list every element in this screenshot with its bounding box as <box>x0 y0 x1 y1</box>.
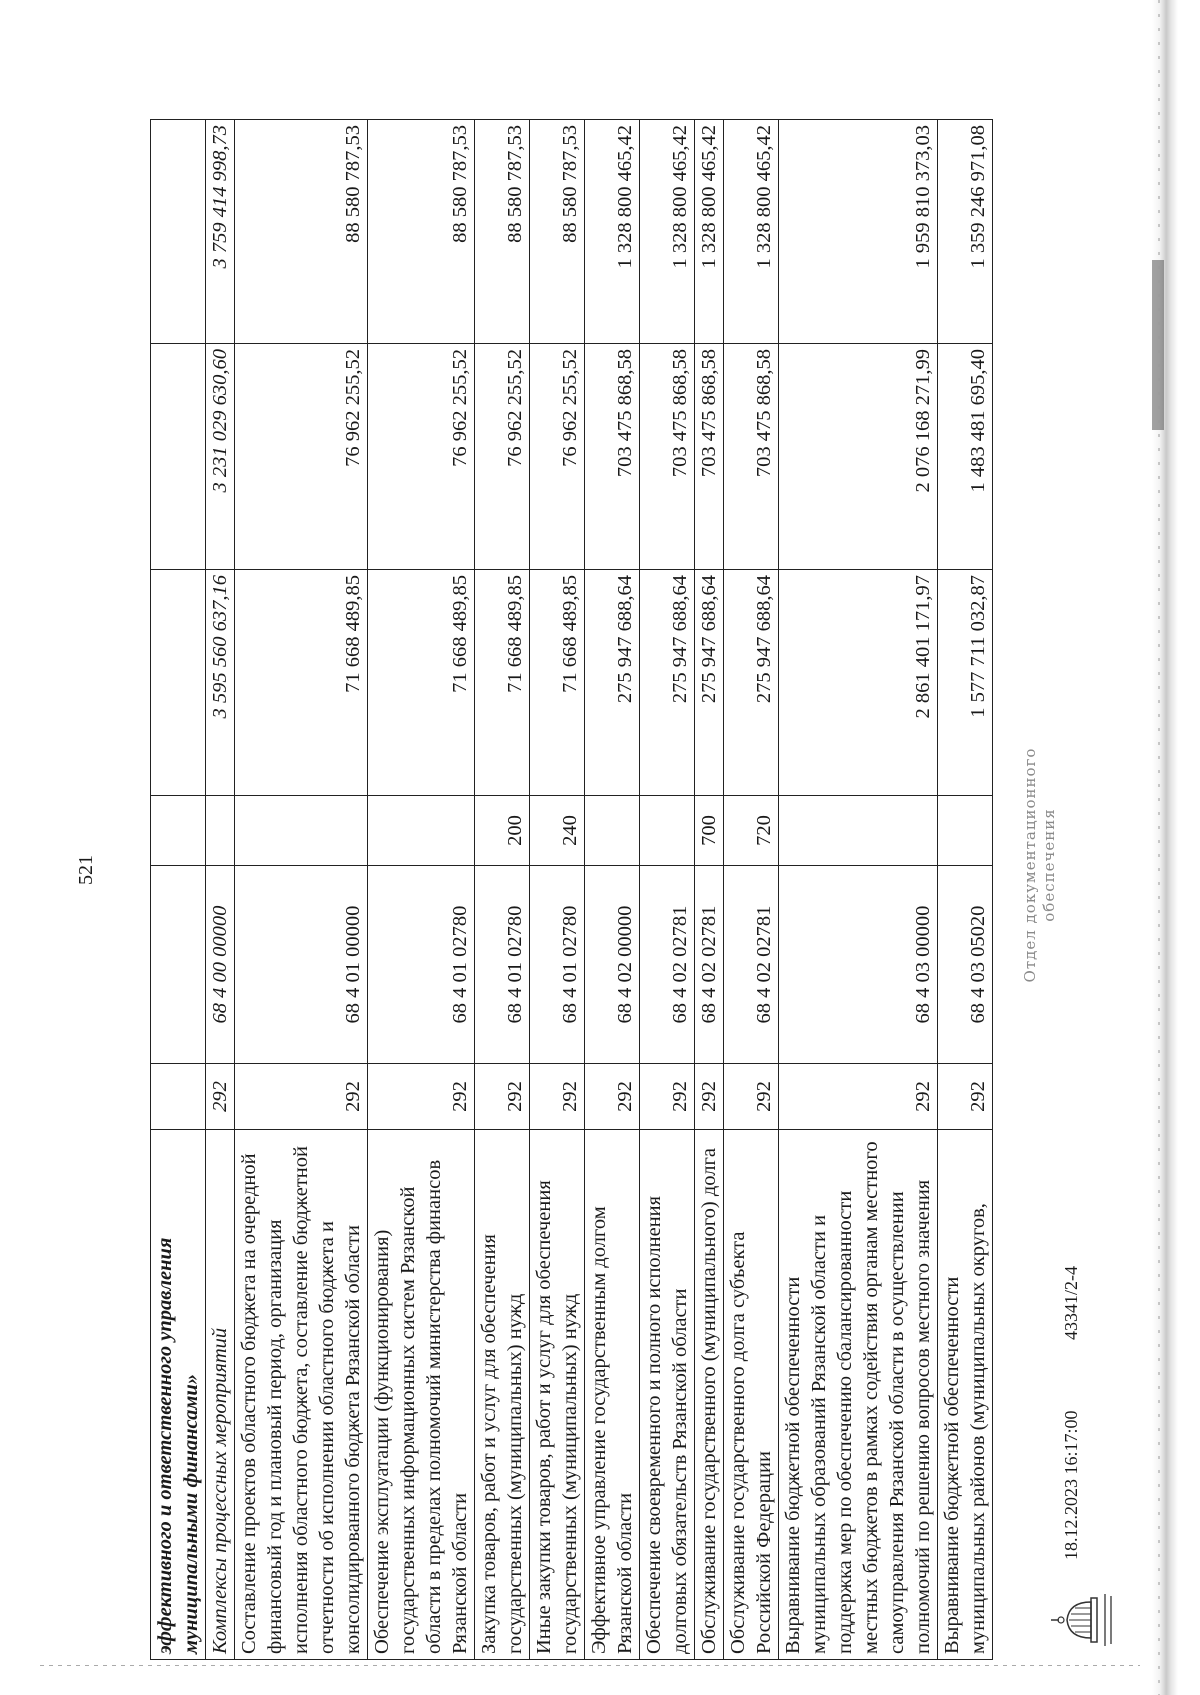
amount-2026 <box>151 120 206 344</box>
target-article: 68 4 03 05020 <box>938 866 993 1064</box>
row-name: Выравнивание бюджетной обеспеченности муниципальных образований Рязанской области и поддержка мер по обеспечению сбалансированности местных бюджетов в рамках содействия органам местного самоуправления Рязанской области в осуществлении полномочий по решению вопросов местного значения <box>779 1130 938 1660</box>
table-row <box>235 120 368 1660</box>
row-name: Обеспечение эксплуатации (функционирования) государственных информационных систем Рязанской области в пределах полномочий министерства финансов Рязанской области <box>368 1130 475 1660</box>
expense-type <box>938 796 993 866</box>
target-article: 68 4 01 00000 <box>235 866 368 1064</box>
target-article: 68 4 03 00000 <box>779 866 938 1064</box>
scan-dotted-line <box>1158 0 1160 1695</box>
table-row <box>695 120 724 1660</box>
table-row <box>724 120 779 1660</box>
amount-2026: 1 359 246 971,08 <box>938 120 993 344</box>
ministry-code <box>151 1064 206 1130</box>
amount-2025: 2 076 168 271,99 <box>779 344 938 570</box>
amount-2026: 1 959 810 373,03 <box>779 120 938 344</box>
row-name: Обеспечение своевременного и полного исполнения долговых обязательств Рязанской области <box>640 1130 695 1660</box>
amount-2024: 3 595 560 637,16 <box>206 570 235 796</box>
amount-2025: 76 962 255,52 <box>530 344 585 570</box>
ministry-code: 292 <box>724 1064 779 1130</box>
amount-2026: 88 580 787,53 <box>235 120 368 344</box>
target-article: 68 4 02 02781 <box>724 866 779 1064</box>
page-number: 521 <box>75 855 97 885</box>
amount-2025: 1 483 481 695,40 <box>938 344 993 570</box>
target-article: 68 4 01 02780 <box>368 866 475 1064</box>
table-row <box>368 120 475 1660</box>
ministry-code: 292 <box>368 1064 475 1130</box>
target-article: 68 4 02 00000 <box>585 866 640 1064</box>
row-name: Иные закупки товаров, работ и услуг для обеспечения государственных (муниципальных) нужд <box>530 1130 585 1660</box>
expense-type <box>151 796 206 866</box>
stamp-line-1: Отдел документационного <box>1021 747 1039 983</box>
amount-2025: 703 475 868,58 <box>640 344 695 570</box>
ministry-code: 292 <box>206 1064 235 1130</box>
amount-2025: 703 475 868,58 <box>724 344 779 570</box>
table-row <box>475 120 530 1660</box>
table-row <box>938 120 993 1660</box>
ministry-code: 292 <box>475 1064 530 1130</box>
expense-type <box>206 796 235 866</box>
row-name: Комплексы процессных мероприятий <box>206 1130 235 1660</box>
row-name: Выравнивание бюджетной обеспеченности муниципальных районов (муниципальных округов, <box>938 1130 993 1660</box>
row-name: эффективного и ответственного управления муниципальными финансами» <box>151 1130 206 1660</box>
target-article <box>151 866 206 1064</box>
amount-2024: 2 861 401 171,97 <box>779 570 938 796</box>
amount-2024 <box>151 570 206 796</box>
amount-2026: 1 328 800 465,42 <box>724 120 779 344</box>
expense-type: 720 <box>724 796 779 866</box>
expense-type: 700 <box>695 796 724 866</box>
ministry-code: 292 <box>530 1064 585 1130</box>
expense-type <box>585 796 640 866</box>
row-name: Составление проектов областного бюджета на очередной финансовый год и плановый период, организация исполнения областного бюджета, составление бюджетной отчетности об исполнении областного бюджета и консолидированного бюджета Рязанской области <box>235 1130 368 1660</box>
expense-type <box>368 796 475 866</box>
ministry-code: 292 <box>695 1064 724 1130</box>
stamp-line-2: обеспечения <box>1040 808 1058 922</box>
table-row <box>151 120 206 1660</box>
footer-doc-number: 43341/2-4 <box>1061 1266 1081 1340</box>
amount-2025: 703 475 868,58 <box>585 344 640 570</box>
amount-2026: 88 580 787,53 <box>475 120 530 344</box>
expense-type: 240 <box>530 796 585 866</box>
ministry-code: 292 <box>779 1064 938 1130</box>
amount-2024: 275 947 688,64 <box>585 570 640 796</box>
row-name: Эффективное управление государственным долгом Рязанской области <box>585 1130 640 1660</box>
amount-2025: 76 962 255,52 <box>368 344 475 570</box>
expense-type <box>640 796 695 866</box>
document-footer <box>1021 60 1111 1680</box>
table-row <box>585 120 640 1660</box>
amount-2026: 3 759 414 998,73 <box>206 120 235 344</box>
expense-type: 200 <box>475 796 530 866</box>
amount-2024: 71 668 489,85 <box>475 570 530 796</box>
ministry-code: 292 <box>640 1064 695 1130</box>
amount-2025: 76 962 255,52 <box>235 344 368 570</box>
budget-table <box>150 119 993 1660</box>
amount-2024: 71 668 489,85 <box>235 570 368 796</box>
amount-2024: 275 947 688,64 <box>724 570 779 796</box>
amount-2025: 703 475 868,58 <box>695 344 724 570</box>
amount-2025 <box>151 344 206 570</box>
amount-2026: 88 580 787,53 <box>530 120 585 344</box>
table-row <box>206 120 235 1660</box>
amount-2024: 275 947 688,64 <box>695 570 724 796</box>
rotated-page <box>15 60 1135 1680</box>
amount-2024: 71 668 489,85 <box>368 570 475 796</box>
amount-2026: 1 328 800 465,42 <box>695 120 724 344</box>
row-name: Обслуживание государственного долга субъекта Российской Федерации <box>724 1130 779 1660</box>
scan-edge-shadow <box>1152 0 1178 1695</box>
expense-type <box>779 796 938 866</box>
department-stamp <box>1021 700 1059 1030</box>
ministry-code: 292 <box>938 1064 993 1130</box>
table-row <box>530 120 585 1660</box>
table-row <box>640 120 695 1660</box>
target-article: 68 4 02 02781 <box>640 866 695 1064</box>
target-article: 68 4 02 02781 <box>695 866 724 1064</box>
amount-2026: 1 328 800 465,42 <box>585 120 640 344</box>
amount-2025: 76 962 255,52 <box>475 344 530 570</box>
ministry-code: 292 <box>585 1064 640 1130</box>
ministry-code: 292 <box>235 1064 368 1130</box>
amount-2026: 88 580 787,53 <box>368 120 475 344</box>
amount-2026: 1 328 800 465,42 <box>640 120 695 344</box>
target-article: 68 4 00 00000 <box>206 866 235 1064</box>
row-name: Обслуживание государственного (муниципального) долга <box>695 1130 724 1660</box>
row-name: Закупка товаров, работ и услуг для обеспечения государственных (муниципальных) нужд <box>475 1130 530 1660</box>
expense-type <box>235 796 368 866</box>
target-article: 68 4 01 02780 <box>475 866 530 1064</box>
amount-2024: 71 668 489,85 <box>530 570 585 796</box>
target-article: 68 4 01 02780 <box>530 866 585 1064</box>
footer-date: 18.12.2023 16:17:00 <box>1061 1410 1081 1560</box>
amount-2024: 1 577 711 032,87 <box>938 570 993 796</box>
table-row <box>779 120 938 1660</box>
amount-2024: 275 947 688,64 <box>640 570 695 796</box>
coat-of-arms-icon <box>1049 1590 1119 1650</box>
amount-2025: 3 231 029 630,60 <box>206 344 235 570</box>
